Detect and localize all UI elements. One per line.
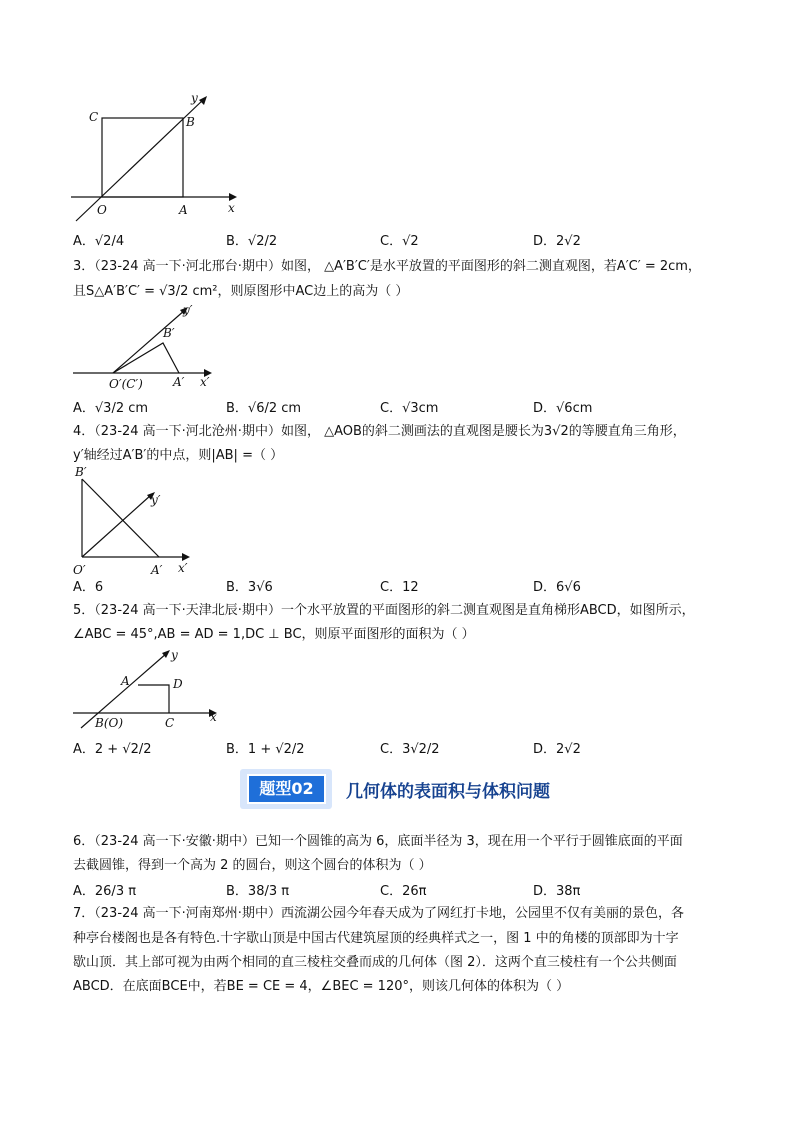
q6-option-b[interactable]: B．38/3 π xyxy=(226,884,290,899)
q4-option-b[interactable]: B．3√6 xyxy=(226,580,273,595)
figure-square-oabc xyxy=(65,90,255,225)
label-y: y′ xyxy=(183,303,193,317)
q2-option-d[interactable]: D．2√2 xyxy=(533,234,581,249)
label-c: C xyxy=(89,110,99,124)
triangle xyxy=(113,343,179,373)
q7-line2: 种亭台楼阁也是各有特色.十字歇山顶是中国古代建筑屋顶的经典样式之一，图 1 中的角楼的顶部即为十字 xyxy=(73,931,679,946)
label-x: x′ xyxy=(178,561,188,575)
q5-option-a[interactable]: A．2 + √2/2 xyxy=(73,742,152,757)
q4-option-a[interactable]: A．6 xyxy=(73,580,104,595)
label-a: A xyxy=(121,674,130,688)
figure-q5-trapezoid xyxy=(65,643,235,735)
label-o: B(O) xyxy=(95,716,124,730)
label-x: x′ xyxy=(200,375,210,389)
q5-option-d[interactable]: D．2√2 xyxy=(533,742,581,757)
q3-line2: 且S△A′B′C′ = √3/2 cm²，则原图形中AC边上的高为（ ） xyxy=(73,284,409,299)
q4-option-d[interactable]: D．6√6 xyxy=(533,580,581,595)
q5-option-b[interactable]: B．1 + √2/2 xyxy=(226,742,305,757)
q6-line2: 去截圆锥，得到一个高为 2 的圆台，则这个圆台的体积为（ ） xyxy=(73,858,432,873)
q6-option-c[interactable]: C．26π xyxy=(380,884,427,899)
label-o: O′ xyxy=(73,563,86,577)
label-a: A′ xyxy=(151,563,163,577)
label-y: y xyxy=(171,648,178,662)
y-axis xyxy=(82,495,151,557)
q4-option-c[interactable]: C．12 xyxy=(380,580,419,595)
label-y: y′ xyxy=(151,493,161,507)
q7-line3: 歇山顶．其上部可视为由两个相同的直三棱柱交叠而成的几何体（图 2）．这两个直三棱柱有一个公共侧面 xyxy=(73,955,677,970)
q7-line1: 7．（23-24 高一下·河南郑州·期中）西流湖公园今年春天成为了网红打卡地，公园里不仅有美丽的景色，各 xyxy=(73,906,684,921)
q3-line1: 3．（23-24 高一下·河北邢台·期中）如图， △A′B′C′是水平放置的平面图形的斜二测直观图，若A′C′ = 2cm， xyxy=(73,259,701,274)
q2-option-c[interactable]: C．√2 xyxy=(380,234,419,249)
label-x: x xyxy=(210,710,217,724)
label-a: A′ xyxy=(173,375,185,389)
x-axis-arrow xyxy=(182,553,190,561)
q3-option-a[interactable]: A．√3/2 cm xyxy=(73,401,149,416)
q4-line1: 4．（23-24 高一下·河北沧州·期中）如图， △AOB的斜二测画法的直观图是腰长为3√2的等腰直角三角形， xyxy=(73,424,686,439)
q2-option-a[interactable]: A．√2/4 xyxy=(73,234,125,249)
trapezoid xyxy=(138,685,169,713)
q3-option-d[interactable]: D．√6cm xyxy=(533,401,593,416)
q3-option-c[interactable]: C．√3cm xyxy=(380,401,439,416)
q2-option-b[interactable]: B．√2/2 xyxy=(226,234,278,249)
y-axis-arrow xyxy=(199,96,207,105)
q5-line2: ∠ABC = 45°,AB = AD = 1,DC ⊥ BC，则原平面图形的面积为（ ） xyxy=(73,627,475,642)
q6-options xyxy=(73,880,733,902)
q6-option-a[interactable]: A．26/3 π xyxy=(73,884,137,899)
label-c: C xyxy=(165,716,175,730)
q5-option-c[interactable]: C．3√2/2 xyxy=(380,742,440,757)
q3-option-b[interactable]: B．√6/2 cm xyxy=(226,401,302,416)
q7-line4: ABCD．在底面BCE中，若BE = CE = 4，∠BEC = 120°，则该几何体的体积为（ ） xyxy=(73,979,570,994)
label-b: B xyxy=(186,115,195,129)
label-b: B′ xyxy=(75,465,87,479)
q5-line1: 5．（23-24 高一下·天津北辰·期中）一个水平放置的平面图形的斜二测直观图是直角梯形ABCD，如图所示， xyxy=(73,603,695,618)
q6-option-d[interactable]: D．38π xyxy=(533,884,581,899)
label-y: y xyxy=(191,91,198,105)
y-axis xyxy=(81,653,167,728)
label-o: O′(C′) xyxy=(109,377,143,391)
label-a: A xyxy=(179,203,188,217)
section-tag: 题型02 xyxy=(247,774,326,804)
q6-line1: 6．（23-24 高一下·安徽·期中）已知一个圆锥的高为 6，底面半径为 3，现在用一个平行于圆锥底面的平面 xyxy=(73,834,683,849)
label-d: D xyxy=(173,677,183,691)
q3-options xyxy=(73,397,733,419)
label-o: O xyxy=(97,203,107,217)
q5-options xyxy=(73,738,733,760)
x-axis-arrow xyxy=(229,193,237,201)
q4-options xyxy=(73,576,733,598)
q4-line2: y′轴经过A′B′的中点，则|AB| =（ ） xyxy=(73,448,284,463)
hypotenuse xyxy=(82,479,159,557)
label-x: x xyxy=(228,201,235,215)
figure-q4-triangle xyxy=(65,462,205,577)
figure-q3-triangle xyxy=(65,300,225,395)
section-title: 几何体的表面积与体积问题 xyxy=(346,782,550,802)
q2-options xyxy=(73,230,733,252)
label-b: B′ xyxy=(163,326,175,340)
